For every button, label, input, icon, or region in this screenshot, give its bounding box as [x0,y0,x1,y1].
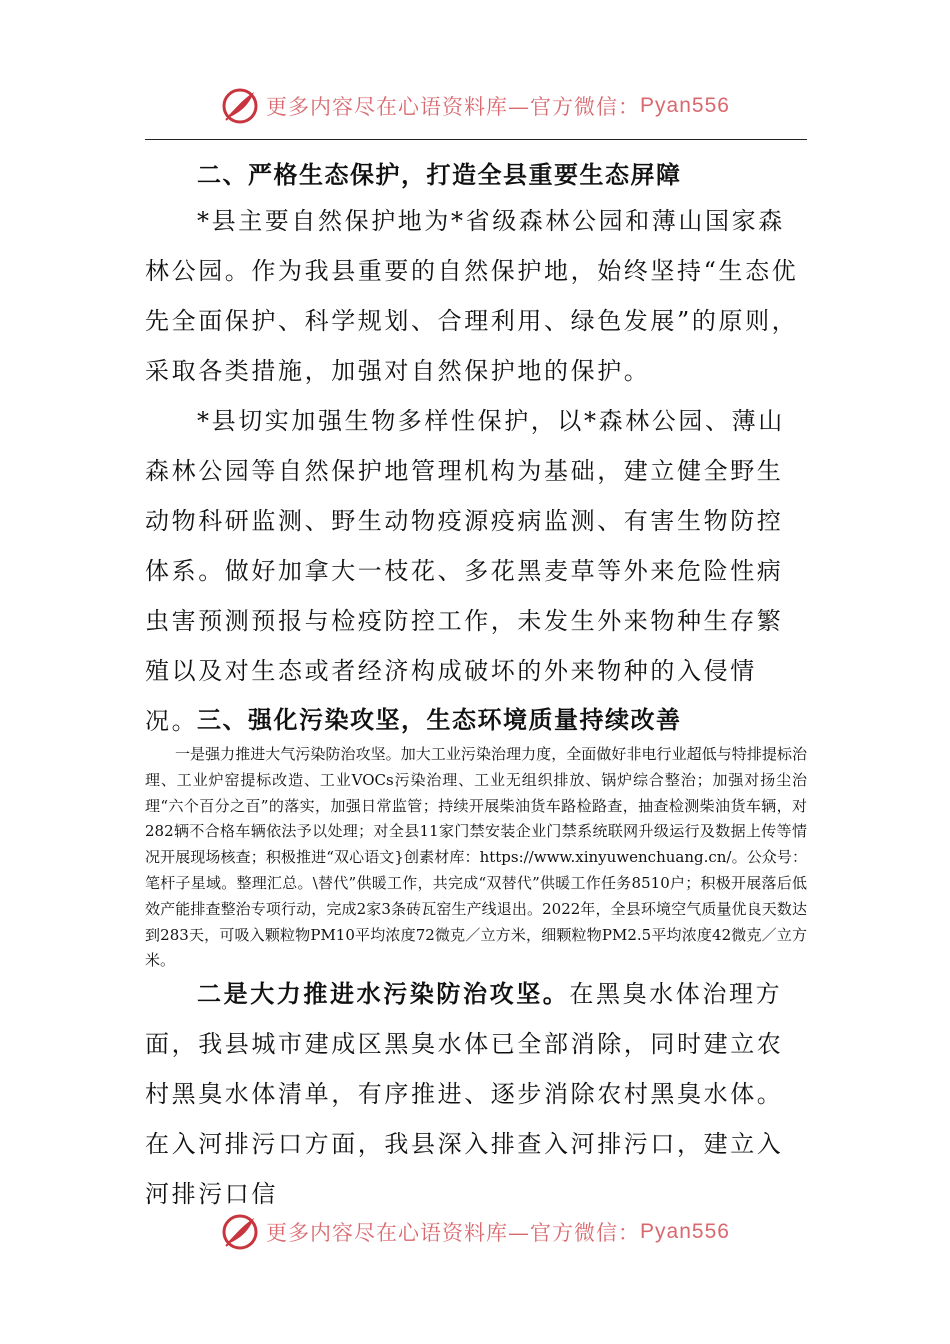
paragraph-lead: 二是大力推进水污染防治攻坚。 [197,979,570,1008]
body-paragraph-3 [145,969,807,1219]
body-paragraph-2 [145,396,807,746]
paragraph-text: *县主要自然保护地为*省级森林公园和薄山国家森林公园。作为我县重要的自然保护地，始终坚持“生态优先全面保护、科学规划、合理利用、绿色发展”的原则，采取各类措施，加强对自然保护地的保护。 [145,207,799,385]
paragraph-text: 在黑臭水体治理方面，我县城市建成区黑臭水体已全部消除，同时建立农村黑臭水体清单，有序推进、逐步消除农村黑臭水体。在入河排污口方面，我县深入排查入河排污口，建立入河排污口信 [145,980,784,1208]
header-divider [145,139,807,140]
watermark-text: 更多内容尽在心语资料库—官方微信： [266,95,641,119]
body-paragraph-1 [145,196,807,396]
footer-watermark [0,1210,950,1254]
header-watermark [0,84,950,128]
quill-logo-icon [220,86,260,126]
watermark-text: 更多内容尽在心语资料库—官方微信： [266,1221,641,1245]
quill-logo-icon [220,1212,260,1252]
section-heading-3: 三、强化污染攻坚，生态环境质量持续改善 [197,705,682,734]
watermark-wechat-id: Pyan556 [640,94,730,117]
paragraph-text: *县切实加强生物多样性保护，以*森林公园、薄山森林公园等自然保护地管理机构为基础，建立健全野生动物科研监测、野生动物疫源疫病监测、有害生物防控体系。做好加拿大一枝花、多花黑麦草等外来危险性病虫害预测预报与检疫防控工作，未发生外来物种生存繁殖以及对生态或者经济构成破坏的外来物种的入侵情况。 [145,407,785,735]
small-print-paragraph [145,742,807,974]
section-heading-2: 二、严格生态保护，打造全县重要生态屏障 [197,160,682,189]
watermark-wechat-id: Pyan556 [640,1220,730,1243]
paragraph-text: 一是强力推进大气污染防治攻坚。加大工业污染治理力度，全面做好非电行业超低与特排提标治理、工业炉窑提标改造、工业VOCs污染治理、工业无组织排放、锅炉综合整治；加强对扬尘治理“六个百分之百”的落实，加强日常监管；持续开展柴油货车路检路查，抽查检测柴油货车辆，对282辆不合格车辆依法予以处理；对全县11家门禁安装企业门禁系统联网升级运行及数据上传等情况开展现场核查；积极推进“双心语文}创素材库：https://www.xinyuwenchuang.cn/。公众号：笔杆子星域。整理汇总。\替代”供暖工作，共完成“双替代”供暖工作任务8510户；积极开展落后低效产能排查整治专项行动，完成2家3条砖瓦窑生产线退出。2022年，全县环境空气质量优良天数达到283天，可吸入颗粒物PM10平均浓度72微克／立方米，细颗粒物PM2.5平均浓度42微克／立方米。 [145,745,807,970]
